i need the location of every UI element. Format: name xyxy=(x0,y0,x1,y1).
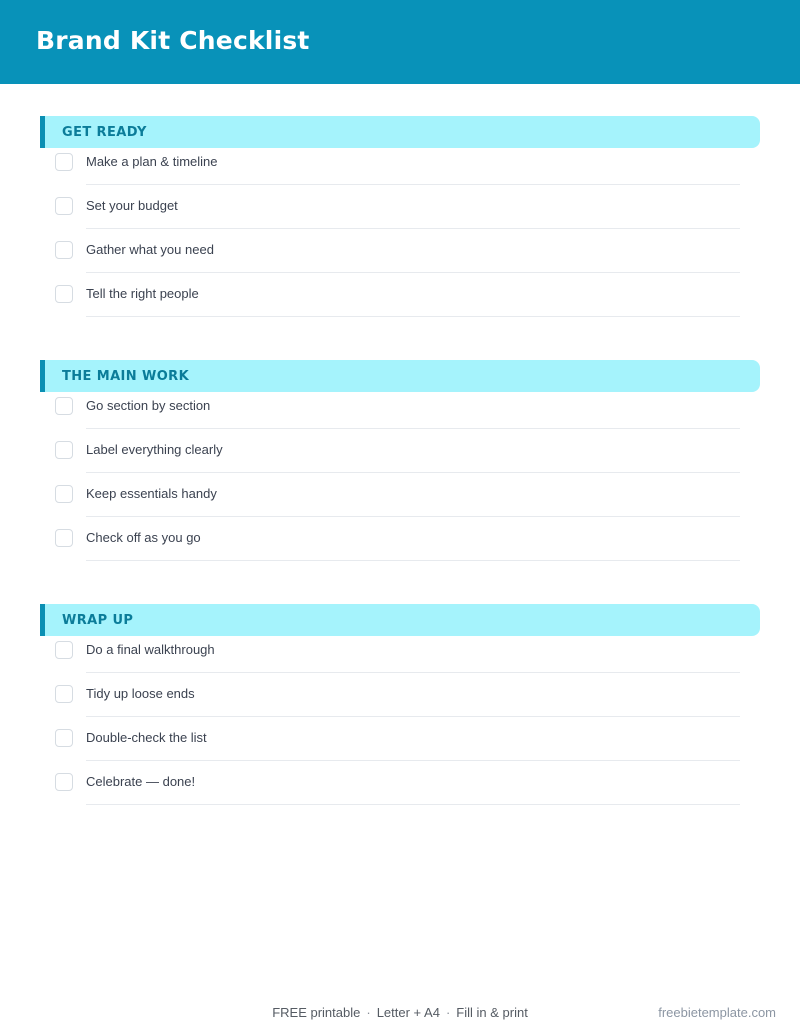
section-title: THE MAIN WORK xyxy=(62,369,190,384)
checklist-item xyxy=(40,148,760,192)
checklist-item xyxy=(40,192,760,236)
item-label: Check off as you go xyxy=(86,530,201,545)
item-label: Tidy up loose ends xyxy=(86,686,195,701)
footer-separator: · xyxy=(366,1005,371,1020)
checkbox[interactable] xyxy=(55,685,73,703)
footer-part-printable: FREE printable xyxy=(272,1005,361,1020)
item-label: Make a plan & timeline xyxy=(86,154,218,169)
footer-site-link[interactable]: freebietemplate.com xyxy=(658,1005,776,1020)
section-title: GET READY xyxy=(62,125,147,140)
page-title: Brand Kit Checklist xyxy=(36,26,310,55)
checkbox[interactable] xyxy=(55,285,73,303)
checklist-item xyxy=(40,724,760,768)
item-label: Keep essentials handy xyxy=(86,486,217,501)
section-accent-bar xyxy=(40,360,45,392)
section-main-work xyxy=(40,360,760,568)
section-title: WRAP UP xyxy=(62,613,134,628)
item-divider xyxy=(86,516,740,517)
checkbox[interactable] xyxy=(55,153,73,171)
checklist-item xyxy=(40,236,760,280)
item-divider xyxy=(86,228,740,229)
item-divider xyxy=(86,760,740,761)
checkbox[interactable] xyxy=(55,197,73,215)
checkbox[interactable] xyxy=(55,441,73,459)
footer-separator: · xyxy=(445,1005,451,1020)
item-divider xyxy=(86,672,740,673)
checkbox[interactable] xyxy=(55,397,73,415)
section-accent-bar xyxy=(40,116,45,148)
item-divider xyxy=(86,272,740,273)
checklist-item xyxy=(40,680,760,724)
item-divider xyxy=(86,184,740,185)
checklist-item xyxy=(40,280,760,324)
page-header xyxy=(0,0,800,84)
checkbox[interactable] xyxy=(55,241,73,259)
item-label: Set your budget xyxy=(86,198,178,213)
section-header xyxy=(40,604,760,636)
checkbox[interactable] xyxy=(55,773,73,791)
section-wrap-up xyxy=(40,604,760,812)
item-label: Celebrate — done! xyxy=(86,774,196,789)
item-label: Go section by section xyxy=(86,398,211,413)
section-get-ready xyxy=(40,116,760,324)
checklist-item xyxy=(40,436,760,480)
checklist-item xyxy=(40,636,760,680)
section-header xyxy=(40,360,760,392)
checklist-item xyxy=(40,768,760,812)
item-divider xyxy=(86,316,740,317)
footer-part-fill-print: Fill in & print xyxy=(456,1005,528,1020)
item-divider xyxy=(86,716,740,717)
item-label: Gather what you need xyxy=(86,242,214,257)
item-label: Do a final walkthrough xyxy=(86,642,215,657)
checkbox[interactable] xyxy=(55,729,73,747)
section-header xyxy=(40,116,760,148)
item-label: Label everything clearly xyxy=(86,442,223,457)
checklist-item xyxy=(40,524,760,568)
item-divider xyxy=(86,804,740,805)
checklist-item xyxy=(40,392,760,436)
item-divider xyxy=(86,560,740,561)
checkbox[interactable] xyxy=(55,641,73,659)
item-label: Double-check the list xyxy=(86,730,207,745)
checkbox[interactable] xyxy=(55,485,73,503)
item-divider xyxy=(86,472,740,473)
item-label: Tell the right people xyxy=(86,286,199,301)
footer-part-paper-size: Letter + A4 xyxy=(376,1005,440,1020)
item-divider xyxy=(86,428,740,429)
section-accent-bar xyxy=(40,604,45,636)
checklist-item xyxy=(40,480,760,524)
checkbox[interactable] xyxy=(55,529,73,547)
